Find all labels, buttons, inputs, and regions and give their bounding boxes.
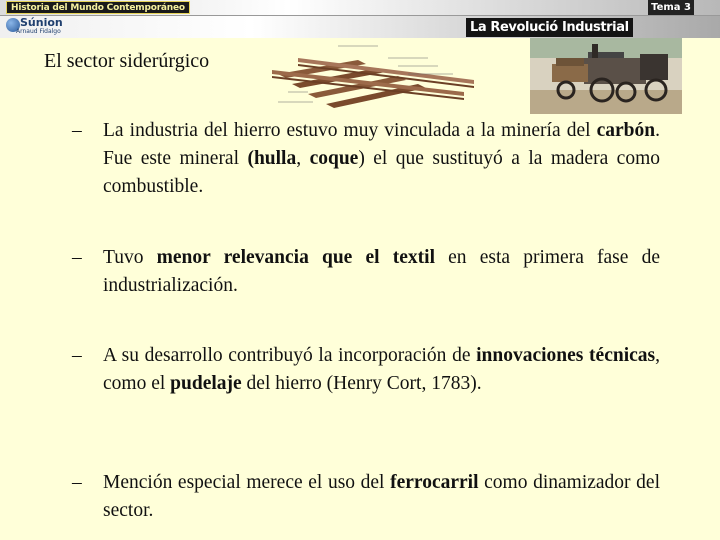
bullet-text: , [296,148,310,169]
top-right-label: Tema 3 [648,0,694,15]
bullet-text: ) el que sustituyó a la madera como combustible. [103,148,660,197]
bullet-item [72,244,660,300]
bullet-item [72,469,660,525]
bullet-dash: – [72,472,82,493]
bullet-dash: – [72,247,82,268]
bullet-text: Mención especial merece el uso del [103,472,391,493]
bullet-text: , como el [103,345,660,394]
section-title: La Revolució Industrial [466,18,633,37]
bullet-bold-text: pudelaje [170,373,242,394]
bullet-text: del hierro (Henry Cort, 1783). [241,373,482,394]
rail-illustration [268,40,478,114]
bullet-bold-text: menor relevancia que el textil [156,247,435,268]
steam-locomotive-image [530,38,682,114]
bullet-text: en esta primera fase de industrialización. [103,247,660,296]
bullet-text: . Fue este mineral [103,120,660,169]
bullet-text: La industria del hierro estuvo muy vinculada a la minería del [103,120,597,141]
bullet-item [72,342,660,398]
bullet-bold-text: carbón [596,120,656,141]
bullet-text: como dinamizador del sector. [103,472,660,521]
slide-heading: El sector siderúrgico [44,50,210,72]
logo-subtitle: Arnaud Fidalgo [16,28,61,35]
bullet-bold-text: ferrocarril [390,472,479,493]
logo-brand: Súnion [20,16,63,29]
bullet-text: Tuvo [103,247,157,268]
bullet-dash: – [72,345,82,366]
bullet-bold-text: coque [309,148,359,169]
bullet-dash: – [72,120,82,141]
bullet-item [72,117,660,201]
rail-tracks [272,58,474,100]
bullet-text: A su desarrollo contribuyó la incorporación de [103,345,477,366]
bullet-bold-text: (hulla [247,148,297,169]
bullet-bold-text: innovaciones técnicas [476,345,656,366]
sunion-logo [6,17,86,37]
series-title: Historia del Mundo Contemporáneo [6,1,190,14]
